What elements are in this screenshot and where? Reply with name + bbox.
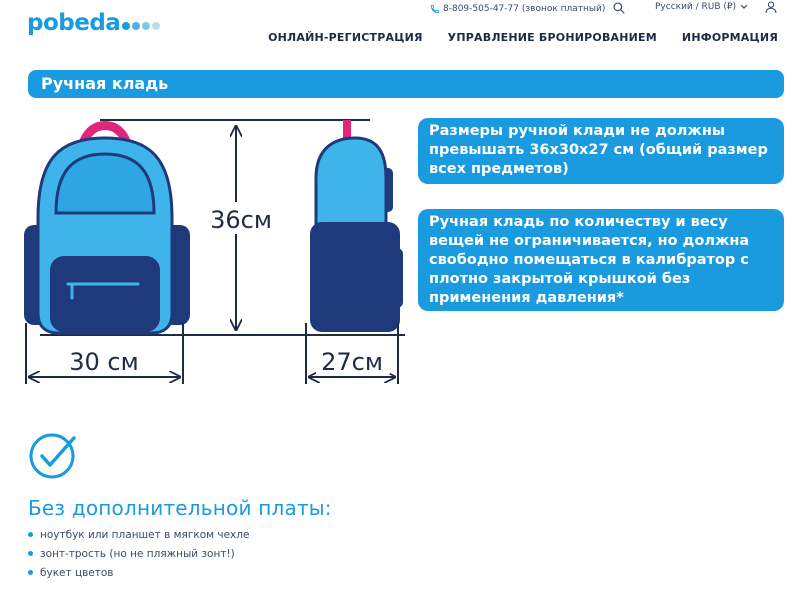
nav-item-information[interactable]: ИНФОРМАЦИЯ xyxy=(681,31,778,44)
chevron-down-icon xyxy=(740,4,748,10)
phone-number: 8-809-505-47-77 (звонок платный) xyxy=(443,4,606,14)
free-items-list xyxy=(28,525,249,582)
phone-link[interactable] xyxy=(430,4,605,14)
bullet-icon xyxy=(28,532,33,537)
depth-label: 27см xyxy=(321,348,383,376)
search-icon[interactable] xyxy=(612,1,626,15)
backpack-front xyxy=(24,126,190,334)
list-item-label: ноутбук или планшет в мягком чехле xyxy=(40,528,250,541)
bullet-icon xyxy=(28,570,33,575)
backpack-illustration xyxy=(10,108,410,398)
phone-icon xyxy=(430,4,440,14)
logo-text: pobeda xyxy=(27,10,121,36)
language-currency-label: Русский / RUB (₽) xyxy=(655,2,737,12)
check-circle-icon xyxy=(28,430,78,480)
width-label: 30 см xyxy=(69,348,139,376)
bullet-icon xyxy=(28,551,33,556)
language-currency-select[interactable] xyxy=(655,2,748,12)
height-label: 36см xyxy=(210,206,272,234)
list-item-label: букет цветов xyxy=(40,566,114,579)
nav-item-online-checkin[interactable]: ОНЛАЙН-РЕГИСТРАЦИЯ xyxy=(268,31,423,44)
topbar xyxy=(430,2,605,16)
list-item xyxy=(28,563,249,582)
section-title: Ручная кладь xyxy=(28,70,784,98)
backpack-side xyxy=(310,120,403,332)
logo-dots xyxy=(122,22,160,30)
list-item xyxy=(28,544,249,563)
list-item-label: зонт-трость (но не пляжный зонт!) xyxy=(40,547,235,560)
nav-item-manage-booking[interactable]: УПРАВЛЕНИЕ БРОНИРОВАНИЕМ xyxy=(447,31,657,44)
free-items-title: Без дополнительной платы: xyxy=(28,496,332,520)
user-icon[interactable] xyxy=(764,0,778,14)
info-box-size: Размеры ручной клади не должны превышать 36x30x27 см (общий размер всех предметов) xyxy=(418,118,784,184)
list-item xyxy=(28,525,249,544)
logo[interactable] xyxy=(27,10,160,36)
info-box-weight: Ручная кладь по количеству и весу вещей не ограничивается, но должна свободно помещаться в калибратор с плотно закрытой крышкой без применения давления* xyxy=(418,209,784,311)
main-nav xyxy=(268,31,778,44)
